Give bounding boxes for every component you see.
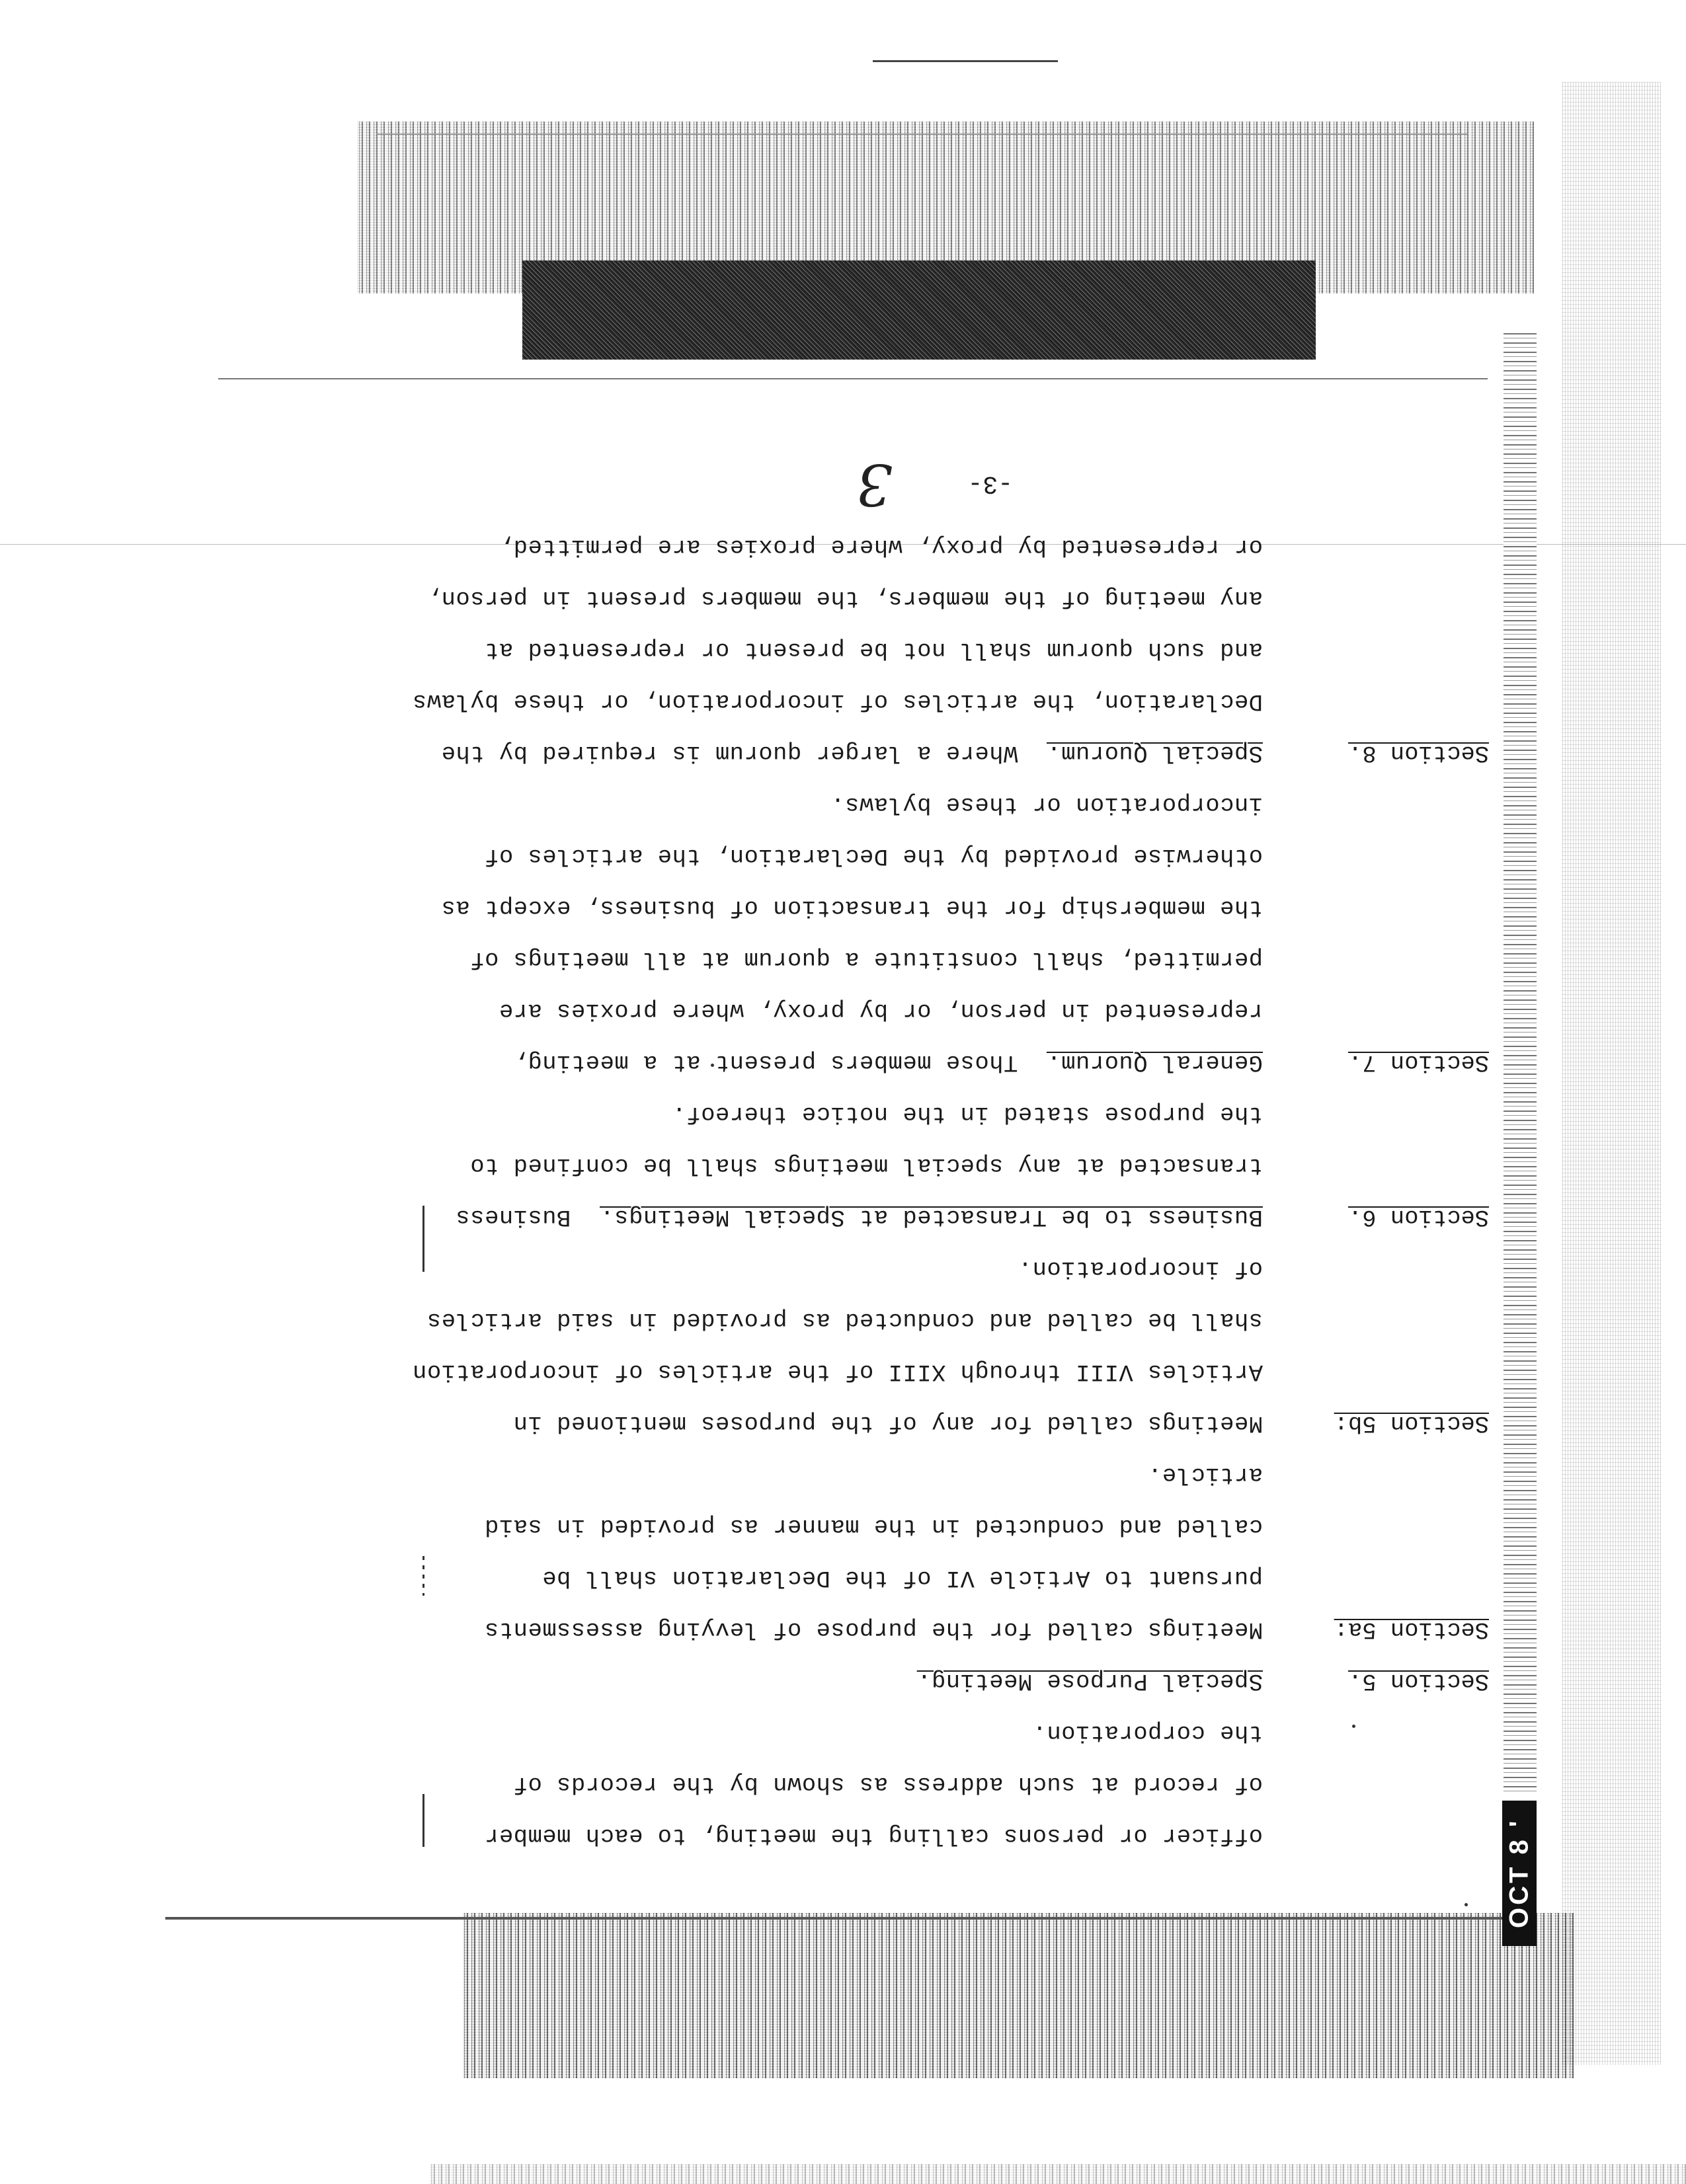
speck-1 [1352,1725,1355,1728]
text-line: officer or persons calling the meeting, to each member [484,1822,1263,1850]
section-label-5: Section 5. [1347,1668,1489,1695]
speck-2 [1465,1903,1468,1906]
text-line: article. [1147,1462,1263,1489]
page-number: -3- [967,469,1013,498]
text-line [139,1201,1263,1233]
text-line: Meetings called for the purpose of levying assessments [484,1616,1263,1643]
scan-line-2 [218,378,1488,379]
text-line: shall be called and conducted as provided in said articles [426,1307,1263,1334]
scan-line-3 [377,134,1468,135]
heading-special-purpose: Special Purpose Meeting. [916,1668,1263,1695]
scan-margin-strip [1504,333,1537,1794]
scan-noise-band-lower [463,1913,1574,2078]
text-line: transacted at any special meetings shall be confined to [469,1152,1263,1179]
text-line [139,1046,1263,1078]
heading-general-quorum: General Quorum. [1046,1049,1263,1076]
text-fragment: Business [455,1204,571,1231]
text-line: the purpose stated in the notice thereof. [672,1101,1263,1128]
text-line: otherwise provided by the Declaration, the articles of [484,843,1263,870]
text-fragment: Where a larger quorum is required by the [441,740,1018,767]
text-line: the corporation. [1032,1719,1263,1746]
section-label-5a: Section 5a: [1334,1616,1489,1643]
section-label-5b: Section 5b: [1334,1410,1489,1437]
text-fragment: Those members present at a meeting, [513,1049,1018,1076]
redaction-block [522,260,1316,360]
text-line: any meeting of the members, the members present in person, [426,585,1263,612]
received-date-stamp: OCT 8 ' [1502,1801,1537,1946]
heading-special-quorum: Special Quorum. [1046,740,1263,767]
section-label-6: Section 6. [1347,1204,1489,1231]
scan-edge-speckle [1562,82,1661,2065]
text-line: and such quorum shall not be present or represented at [484,637,1263,664]
scan-edge-line [165,1917,1527,1920]
text-line: incorporation or these bylaws. [830,791,1263,818]
scan-line-1 [873,60,1058,62]
text-line: or represented by proxy, where proxies are permitted, [499,533,1263,561]
scan-noise-top-band [430,2164,1686,2184]
text-line: Declaration, the articles of incorporation, or these bylaws [412,688,1263,715]
heading-business-special: Business to be Transacted at Special Meetings. [600,1204,1263,1231]
text-line: the membership for the transaction of business, except as [441,894,1263,921]
section-label-8: Section 8. [1347,740,1489,767]
handwritten-page-number: 3 [856,451,893,517]
text-line [139,737,1263,769]
text-line: represented in person, or by proxy, where proxies are [499,997,1263,1025]
section-label-7: Section 7. [1347,1049,1489,1076]
text-line: permitted, shall constitute a quorum at all meetings of [469,946,1263,973]
text-line: pursuant to Article VI of the Declaration shall be [542,1565,1263,1592]
text-line: of incorporation. [1018,1255,1263,1282]
text-line: called and conducted in the manner as provided in said [484,1513,1263,1540]
text-line: Meetings called for any of the purposes mentioned in [513,1410,1263,1437]
text-line: of record at such address as shown by the records of [513,1771,1263,1798]
text-line: Articles VIII through XIII of the articles of incorporation [412,1358,1263,1385]
